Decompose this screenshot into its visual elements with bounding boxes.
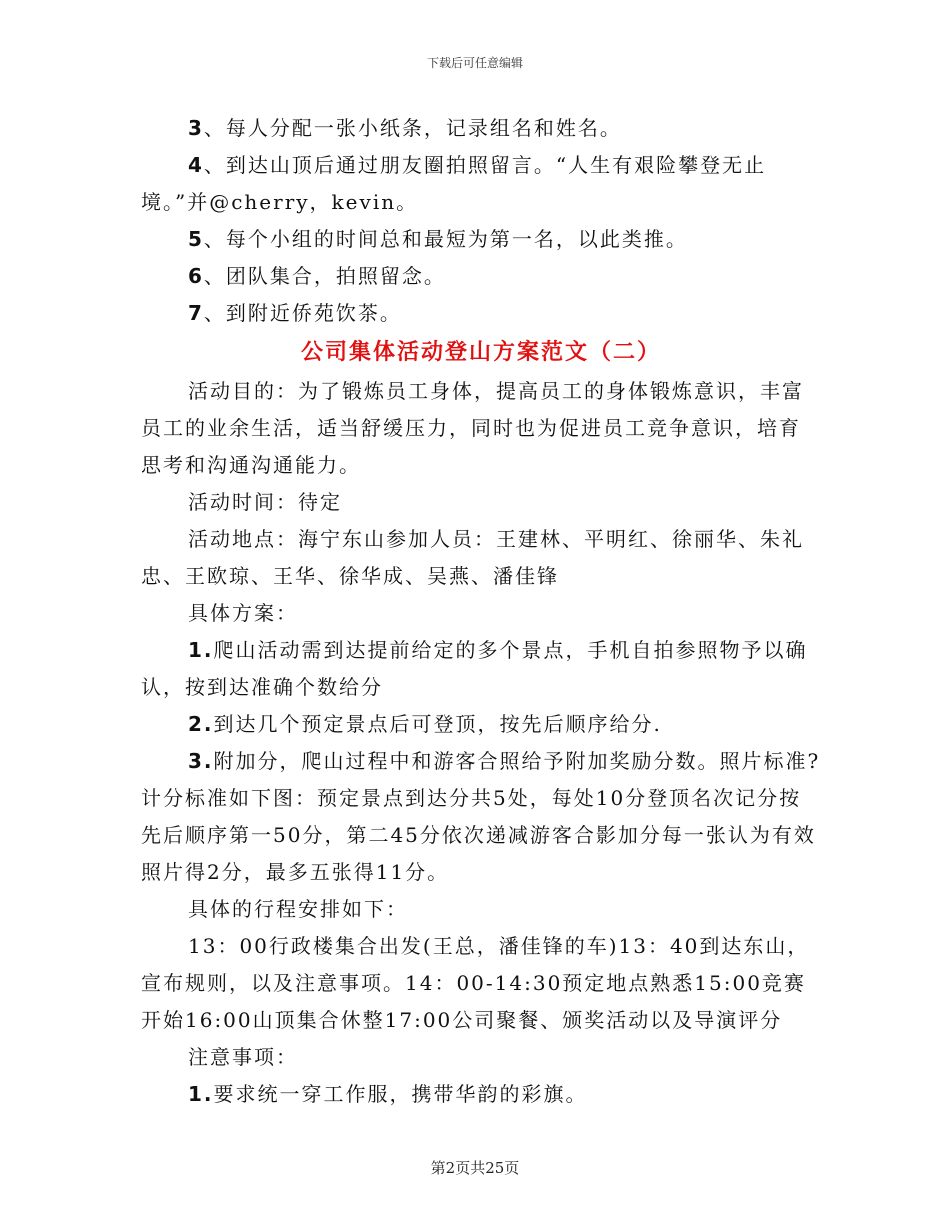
page-footer: 第2页共25页 (430, 1159, 520, 1177)
schedule-heading: 具体的行程安排如下： (188, 897, 408, 921)
plan-item (141, 706, 821, 743)
purpose-paragraph: 活动目的：为了锻炼员工身体，提高员工的身体锻炼意识，丰富员工的业余生活，适当舒缓压力，同时也为促进员工竞争意识，培育思考和沟通沟通能力。 (141, 379, 804, 477)
item-text: 要求统一穿工作服，携带华韵的彩旗。 (213, 1082, 588, 1106)
item-text: 爬山活动需到达提前给定的多个景点，手机自拍参照物予以确认，按到达准确个数给分 (141, 638, 808, 699)
item-number: 6 (188, 264, 204, 288)
place-paragraph: 活动地点：海宁东山参加人员：王建林、平明红、徐丽华、朱礼忠、王欧琼、王华、徐华成、吴燕、潘佳锋 (141, 527, 804, 588)
notes-item (141, 1076, 821, 1113)
list-item (141, 258, 821, 295)
list-item (141, 147, 821, 221)
notes-heading: 注意事项： (188, 1045, 298, 1069)
item-number: 3. (188, 749, 214, 773)
item-text: 到达几个预定景点后可登顶，按先后顺序给分. (213, 712, 662, 736)
item-number: 4 (188, 153, 204, 177)
time-paragraph: 活动时间：待定 (188, 490, 342, 514)
item-text: 、每个小组的时间总和最短为第一名，以此类推。 (203, 227, 688, 251)
item-text: 、团队集合，拍照留念。 (203, 264, 446, 288)
item-number: 1. (188, 1082, 214, 1106)
item-text: 、到附近侨苑饮茶。 (203, 301, 402, 325)
document-body (141, 110, 821, 1113)
item-text: 、到达山顶后通过朋友圈拍照留言。“人生有艰险攀登无止境。”并@cherry，kevin。 (141, 153, 767, 214)
item-text: 、每人分配一张小纸条，记录组名和姓名。 (203, 116, 622, 140)
item-number: 1. (188, 638, 214, 662)
plan-item (141, 632, 821, 706)
item-text: 附加分，爬山过程中和游客合照给予附加奖励分数。照片标准?计分标准如下图：预定景点到达分共5处，每处10分登顶名次记分按先后顺序第一50分，第二45分依次递减游客合影加分每一张认为有效照片得2分，最多五张得11分。 (141, 749, 821, 884)
section-title: 公司集体活动登山方案范文（二） (300, 339, 661, 365)
list-item (141, 110, 821, 147)
plan-heading: 具体方案： (188, 601, 298, 625)
item-number: 3 (188, 116, 204, 140)
item-number: 7 (188, 301, 204, 325)
list-item (141, 221, 821, 258)
list-item (141, 295, 821, 332)
item-number: 2. (188, 712, 214, 736)
plan-item (141, 743, 821, 891)
schedule-paragraph: 13：00行政楼集合出发(王总，潘佳锋的车)13：40到达东山，宣布规则，以及注意事项。14：00-14:30预定地点熟悉15:00竞赛开始16:00山顶集合休整17:00公司聚餐、颁奖活动以及导演评分 (141, 934, 810, 1032)
page-header: 下载后可任意编辑 (426, 56, 523, 70)
item-number: 5 (188, 227, 204, 251)
